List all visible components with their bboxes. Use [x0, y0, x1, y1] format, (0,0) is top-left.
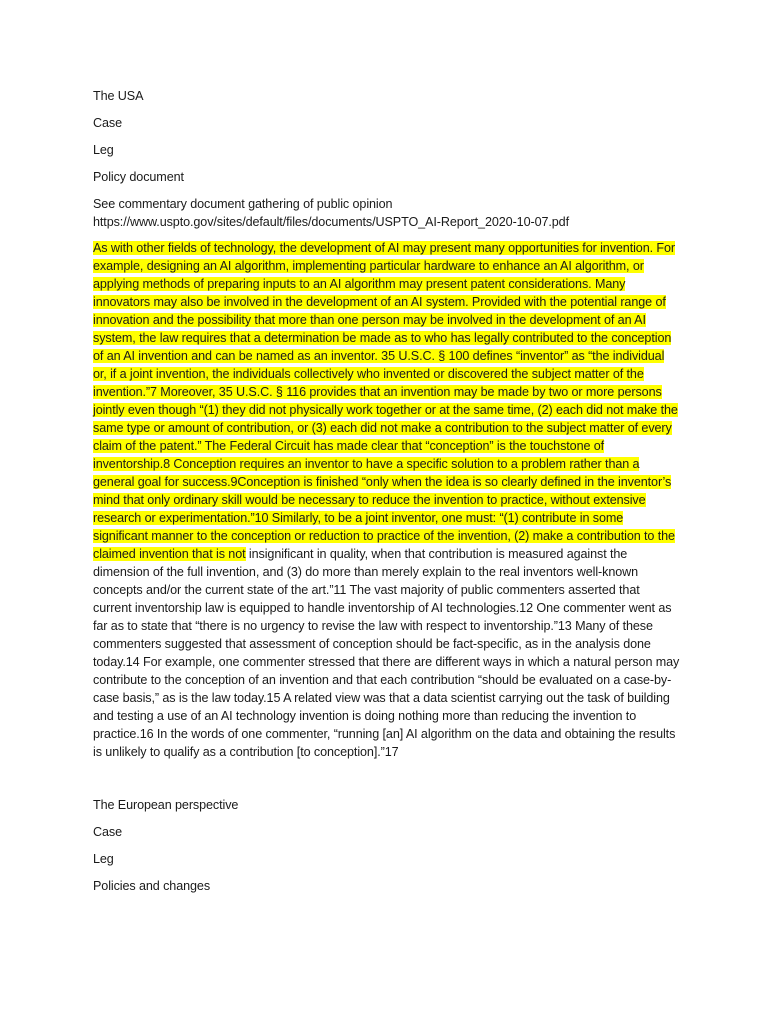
- usa-item-policy-document: Policy document: [93, 170, 184, 184]
- plain-passage: insignificant in quality, when that contribution is measured against the dimension of the full invention, and (3) do more than merely explain to the real inventors well-known concepts and/or the current state of the art.”11 The vast majority of public commenters asserted that current inventorship law is equipped to handle inventorship of AI technologies.12 One commenter went as far as to state that “there is no urgency to revise the law with respect to inventorship.”13 Many of these commenters suggested that assessment of conception should be fact-specific, as in the analysis done today.14 For example, one commenter stressed that there are different ways in which a natural person may contribute to the conception of an invention and that each contribution “should be evaluated on a case-by-case basis,” as is the law today.15 A related view was that a data scientist carrying out the task of building and testing a use of an AI technology invention is doing nothing more than reducing the invention to practice.16 In the words of one commenter, “running [an] AI algorithm on the data and obtaining the results is unlikely to qualify as a contribution [to conception].”17: [93, 547, 680, 759]
- commentary-note: [93, 195, 681, 231]
- section-title-europe: The European perspective: [93, 798, 239, 812]
- section-spacer: [93, 761, 681, 796]
- highlighted-passage: As with other fields of technology, the development of AI may present many opportunities for invention. For example, designing an AI algorithm, implementing particular hardware to enhance an AI algorithm, or applying methods of preparing inputs to an AI algorithm may present patent considerations. Many innovators may also be involved in the development of an AI system. Provided with the potential range of innovation and the possibility that more than one person may be involved in the development of an AI system, the law requires that a determination be made as to who has legally contributed to the conception of an AI invention and can be named as an inventor. 35 U.S.C. § 100 defines “inventor” as “the individual or, if a joint invention, the individuals collectively who invented or discovered the subject matter of the invention.”7 Moreover, 35 U.S.C. § 116 provides that an invention may be made by two or more persons jointly even though “(1) they did not physically work together or at the same time, (2) each did not make the same type or amount of contribution, or (3) each did not make a contribution to the subject matter of every claim of the patent.” The Federal Circuit has made clear that “conception” is the touchstone of inventorship.8 Conception requires an inventor to have a specific solution to a problem rather than a general goal for success.9Conception is finished “only when the idea is so clearly defined in the inventor’s mind that only ordinary skill would be necessary to reduce the invention to practice, without extensive research or experimentation.”10 Similarly, to be a joint inventor, one must: “(1) contribute in some significant manner to the conception or reduction to practice of the invention, (2) make a contribution to the claimed invention that is not: [93, 241, 678, 561]
- commentary-note-text: See commentary document gathering of public opinion: [93, 197, 393, 211]
- usa-body-paragraph: [93, 239, 681, 761]
- report-url: https://www.uspto.gov/sites/default/files/documents/USPTO_AI-Report_2020-10-07.pdf: [93, 215, 569, 229]
- usa-item-case: Case: [93, 116, 122, 130]
- europe-item-case: Case: [93, 825, 122, 839]
- europe-item-leg: Leg: [93, 852, 114, 866]
- europe-item-policies: Policies and changes: [93, 879, 211, 893]
- section-title-usa: The USA: [93, 89, 144, 103]
- usa-item-leg: Leg: [93, 143, 114, 157]
- document-content: [93, 87, 681, 904]
